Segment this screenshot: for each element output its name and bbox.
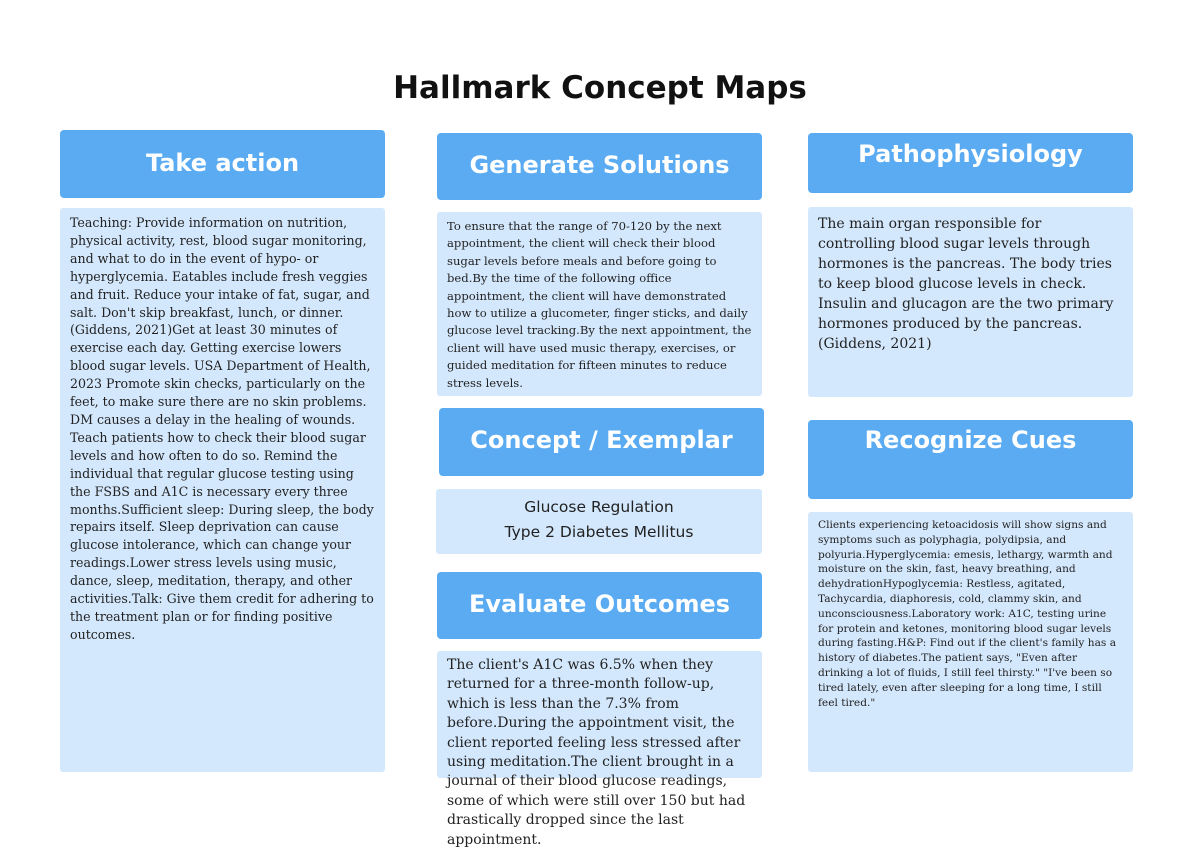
recognize-cues-text: Clients experiencing ketoacidosis will show signs and symptoms such as polyphagia, polydipsia, and polyuria.Hyperglycemia: emesis, lethargy, warmth and moisture on the skin, fast, heavy breathing, and dehydrationHypoglycemia: Restless, agitated, Tachycardia, diaphoresis, cold, clammy skin, and unconsciousness.Laboratory work: A1C, testing urine for protein and ketones, monitoring blood sugar levels during fasting.H&P: Find out if the client's family has a history of diabetes.The patient says, "Even after drinking a lot of fluids, I still feel thirsty." "I've been so tired lately, even after sleeping for a long time, I still feel tired."	[808, 512, 1133, 772]
evaluate-outcomes-text: The client's A1C was 6.5% when they returned for a three-month follow-up, which is less than the 7.3% from before.During the appointment visit, the client reported feeling less stressed after using meditation.The client brought in a journal of their blood glucose readings, some of which were still over 150 but had drastically dropped since the last appointment.	[447, 657, 746, 848]
concept-exemplar-heading: Concept / Exemplar	[439, 408, 764, 476]
generate-solutions-text: To ensure that the range of 70-120 by the next appointment, the client will check their blood sugar levels before meals and before going to bed.By the time of the following office appointment, the client will have demonstrated how to utilize a glucometer, finger sticks, and daily glucose level tracking.By the next appointment, the client will have used music therapy, exercises, or guided meditation for fifteen minutes to reduce stress levels.	[437, 212, 762, 396]
pathophysiology-heading: Pathophysiology	[808, 133, 1133, 193]
evaluate-outcomes-heading: Evaluate Outcomes	[437, 572, 762, 639]
page-title: Hallmark Concept Maps	[393, 70, 807, 106]
take-action-heading: Take action	[60, 130, 385, 198]
pathophysiology-text: The main organ responsible for controlling blood sugar levels through hormones is the pancreas. The body tries to keep blood glucose levels in check. Insulin and glucagon are the two primary hormones produced by the pancreas.(Giddens, 2021)	[808, 207, 1133, 397]
exemplar-label: Type 2 Diabetes Mellitus	[504, 523, 694, 541]
concept-exemplar-box	[436, 489, 762, 554]
take-action-text: Teaching: Provide information on nutrition, physical activity, rest, blood sugar monitoring, and what to do in the event of hypo- or hyperglycemia. Eatables include fresh veggies and fruit. Reduce your intake of fat, sugar, and salt. Don't skip breakfast, lunch, or dinner. (Giddens, 2021)Get at least 30 minutes of exercise each day. Getting exercise lowers blood sugar levels. USA Department of Health, 2023 Promote skin checks, particularly on the feet, to make sure there are no skin problems. DM causes a delay in the healing of wounds. Teach patients how to check their blood sugar levels and how often to do so. Remind the individual that regular glucose testing using the FSBS and A1C is necessary every three months.Sufficient sleep: During sleep, the body repairs itself. Sleep deprivation can cause glucose intolerance, which can change your readings.Lower stress levels using music, dance, sleep, meditation, therapy, and other activities.Talk: Give them credit for adhering to the treatment plan or for finding positive outcomes.	[60, 208, 385, 772]
recognize-cues-heading: Recognize Cues	[808, 420, 1133, 499]
concept-label: Glucose Regulation	[524, 498, 674, 516]
generate-solutions-heading: Generate Solutions	[437, 133, 762, 200]
